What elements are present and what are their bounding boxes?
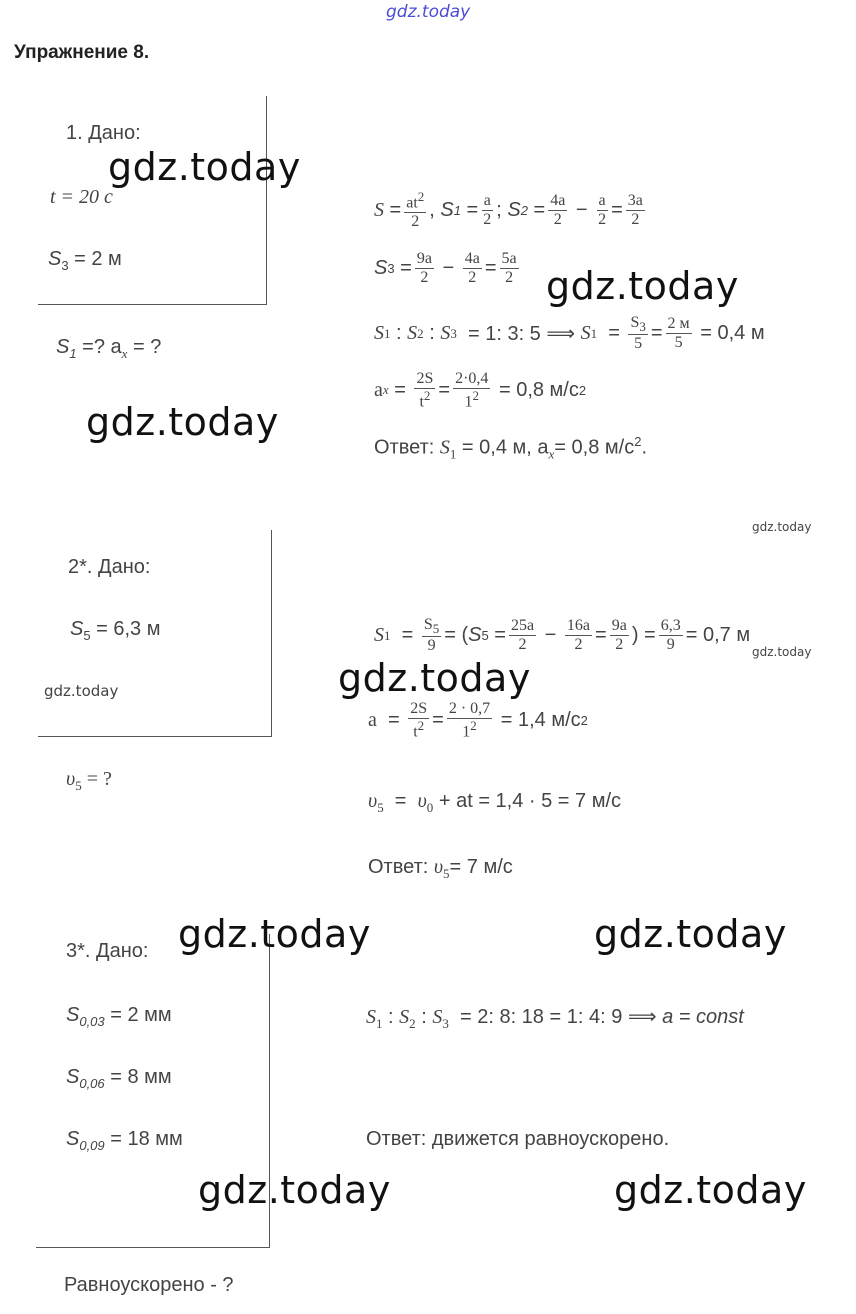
p3-answer: Ответ: движется равноускорено.: [366, 1128, 670, 1150]
given-divider-v1: [266, 96, 267, 304]
watermark-4: gdz.today: [752, 520, 812, 534]
p2-s5-given: $S_5 = 6,3$ м: [70, 618, 161, 643]
p2-answer: Ответ: $\upsilon_5= 7$ м/с: [368, 856, 513, 881]
p2-eq-v: $\upsilon_5 = \upsilon_0$ + at = 1,4 · 5 = 7 м/с: [368, 790, 622, 815]
given-divider-v2: [271, 530, 272, 736]
p1-eq-2: S 3 = $\frac{9a}{2}$ − $\frac{4a}{2}$ = $\frac{5a}{2}$: [374, 250, 517, 286]
p3-s003: $S_{0,03} = 2$ мм: [66, 1004, 172, 1029]
p1-find: $S_1$ =? $a_x$ = ?: [56, 336, 162, 361]
p1-eq-1: S = $\frac{at^2}{2}$ , S 1 = $\frac{a}{2}$ ; S 2 = $\frac{4a}{2}$ − $\frac{a}{2}$ = $\frac{3a}{2}$: [374, 189, 643, 230]
p3-find: Равноускорено - ?: [64, 1274, 234, 1296]
p1-answer: Ответ: $S_1 = 0,4$ м, $a_x= 0,8$ $м/с^2$.: [374, 434, 647, 462]
given-divider-h2: [38, 736, 272, 737]
watermark-1: gdz.today: [108, 145, 301, 189]
watermark-10: gdz.today: [198, 1168, 391, 1212]
p1-eq-ax: a x = $\frac{2S}{t^2}$ = $\frac{2\cdot 0,4}{1^2}$ = 0,8 м/с 2: [374, 370, 587, 410]
p3-given-title: 3*. Дано:: [66, 940, 149, 962]
watermark-8: gdz.today: [178, 912, 371, 956]
p1-s3-given: $S_3 = 2$ м: [48, 248, 122, 273]
p2-given-title: 2*. Дано:: [68, 556, 151, 578]
watermark-6: gdz.today: [44, 682, 119, 700]
watermark-11: gdz.today: [614, 1168, 807, 1212]
watermark-5: gdz.today: [752, 645, 812, 659]
watermark-9: gdz.today: [594, 912, 787, 956]
p1-given-title: 1. Дано:: [66, 122, 141, 144]
p2-find: $\upsilon_5$ = ?: [66, 768, 112, 793]
page-title: Упражнение 8.: [14, 42, 150, 63]
watermark-top: gdz.today: [386, 2, 471, 22]
p2-eq-s1: S 1 = $\frac{S_5}{9}$ = ( S 5 = $\frac{25a}{2}$ − $\frac{16a}{2}$ = $\frac{9a}{2}$ ) = $\frac{6,3}{9}$ = 0,7 м: [374, 616, 751, 655]
p1-t-given: t = 20 с: [50, 186, 113, 208]
p3-s009: $S_{0,09} = 18$ мм: [66, 1128, 183, 1153]
p1-eq-ratio: S 1 : S 2 : S 3 = 1: 3: 5 ⟹ S 1 = $\frac{S_3}{5}$ = $\frac{2 м}{5}$ = 0,4 м: [374, 314, 765, 353]
watermark-7: gdz.today: [338, 656, 531, 700]
given-divider-h3: [36, 1247, 270, 1248]
watermark-3: gdz.today: [86, 400, 279, 444]
given-divider-h1: [38, 304, 267, 305]
p2-eq-a: a = $\frac{2S}{t^2}$ = $\frac{2 \cdot 0,7}{1^2}$ = 1,4 м/с 2: [368, 700, 588, 740]
p3-s006: $S_{0,06} = 8$ мм: [66, 1066, 172, 1091]
p3-eq-ratio: $S_1$ : $S_2$ : $S_3 = 2$: 8: 18 = 1: 4: 9 ⟹ a = const: [366, 1006, 744, 1031]
watermark-2: gdz.today: [546, 264, 739, 308]
